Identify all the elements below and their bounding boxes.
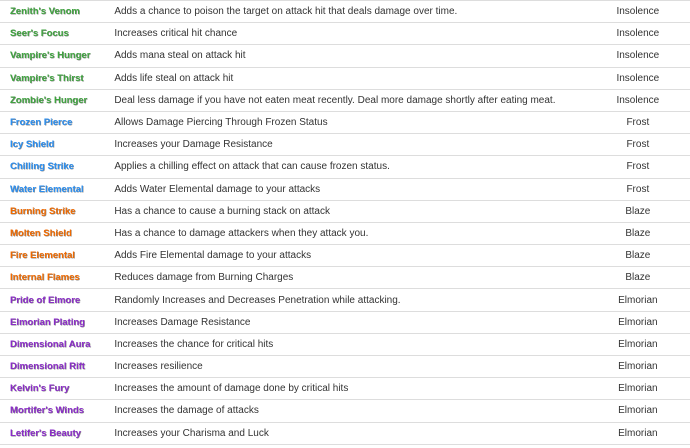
enchant-type: Blaze [586,222,690,244]
table-row [0,245,690,267]
enchant-type: Insolence [586,1,690,23]
enchant-name: Molten Shield [10,227,72,239]
enchant-description: Adds mana steal on attack hit [110,45,585,67]
enchant-name: Elmorian Plating [10,316,85,328]
enchant-name-cell [0,134,110,156]
enchant-name: Frozen Pierce [10,117,73,129]
enchant-name-cell [0,400,110,422]
table-row [0,378,690,400]
enchant-name-cell [0,23,110,45]
enchant-type: Elmorian [586,356,690,378]
enchant-description: Increases your Damage Resistance [110,134,585,156]
enchant-name: Kelvin's Fury [10,383,70,395]
enchant-name: Seer's Focus [10,28,69,40]
table-row [0,200,690,222]
enchant-description: Has a chance to cause a burning stack on attack [110,200,585,222]
enchant-name-cell [0,267,110,289]
enchant-name: Dimensional Rift [10,361,85,373]
enchant-description: Randomly Increases and Decreases Penetration while attacking. [110,289,585,311]
enchant-type: Elmorian [586,333,690,355]
enchant-type: Insolence [586,45,690,67]
enchant-name: Vampire's Hunger [10,50,91,62]
table-row [0,400,690,422]
enchant-name-cell [0,245,110,267]
enchant-description: Adds Fire Elemental damage to your attacks [110,245,585,267]
table-row [0,267,690,289]
table-row [0,111,690,133]
enchant-type: Blaze [586,267,690,289]
enchant-name: Burning Strike [10,205,76,217]
enchant-name-cell [0,178,110,200]
table-row [0,1,690,23]
enchant-type: Elmorian [586,378,690,400]
enchant-name-cell [0,289,110,311]
enchant-type: Frost [586,134,690,156]
enchant-name: Chilling Strike [10,161,74,173]
enchant-name-cell [0,311,110,333]
enchant-type: Elmorian [586,311,690,333]
enchant-name-cell [0,222,110,244]
enchant-name-cell [0,333,110,355]
enchant-description: Increases critical hit chance [110,23,585,45]
enchant-type: Frost [586,178,690,200]
enchant-description: Allows Damage Piercing Through Frozen Status [110,111,585,133]
table-row [0,422,690,444]
enchant-type: Insolence [586,67,690,89]
enchant-name: Zombie's Hunger [10,94,88,106]
enchant-type: Insolence [586,89,690,111]
enchant-name: Vampire's Thirst [10,72,84,84]
enchant-description: Increases your Charisma and Luck [110,422,585,444]
enchant-name-cell [0,156,110,178]
enchant-name: Fire Elemental [10,250,75,262]
enchant-description: Applies a chilling effect on attack that can cause frozen status. [110,156,585,178]
table-row [0,333,690,355]
enchant-description: Adds life steal on attack hit [110,67,585,89]
enchant-name-cell [0,67,110,89]
enchant-type: Elmorian [586,422,690,444]
table-row [0,23,690,45]
enchant-description: Increases the damage of attacks [110,400,585,422]
enchant-name: Mortifer's Winds [10,405,84,417]
enchant-type: Blaze [586,200,690,222]
enchant-name: Pride of Elmore [10,294,81,306]
enchant-name: Internal Flames [10,272,80,284]
enchant-name-cell [0,45,110,67]
enchantment-table-body [0,1,690,445]
enchant-name: Icy Shield [10,139,55,151]
enchant-name-cell [0,111,110,133]
table-row [0,222,690,244]
enchant-name-cell [0,1,110,23]
enchant-name: Dimensional Aura [10,338,91,350]
enchant-description: Increases Damage Resistance [110,311,585,333]
table-row [0,178,690,200]
enchant-name: Zenith's Venom [10,6,80,18]
table-row [0,311,690,333]
table-row [0,156,690,178]
table-row [0,67,690,89]
enchant-description: Reduces damage from Burning Charges [110,267,585,289]
enchant-name-cell [0,378,110,400]
enchant-description: Adds a chance to poison the target on attack hit that deals damage over time. [110,1,585,23]
enchant-description: Has a chance to damage attackers when they attack you. [110,222,585,244]
enchant-name-cell [0,422,110,444]
table-row [0,89,690,111]
enchant-description: Increases the amount of damage done by critical hits [110,378,585,400]
enchant-type: Elmorian [586,400,690,422]
enchant-description: Increases resilience [110,356,585,378]
table-row [0,45,690,67]
enchant-name: Water Elemental [10,183,84,195]
enchant-name-cell [0,200,110,222]
enchant-name-cell [0,89,110,111]
enchant-type: Insolence [586,23,690,45]
enchant-name-cell [0,356,110,378]
enchant-name: Letifer's Beauty [10,427,81,439]
enchant-description: Deal less damage if you have not eaten meat recently. Deal more damage shortly after eating meat. [110,89,585,111]
enchant-type: Blaze [586,245,690,267]
table-row [0,356,690,378]
enchant-description: Increases the chance for critical hits [110,333,585,355]
enchant-type: Elmorian [586,289,690,311]
enchant-type: Frost [586,156,690,178]
enchant-description: Adds Water Elemental damage to your attacks [110,178,585,200]
enchant-type: Frost [586,111,690,133]
table-row [0,289,690,311]
table-row [0,134,690,156]
